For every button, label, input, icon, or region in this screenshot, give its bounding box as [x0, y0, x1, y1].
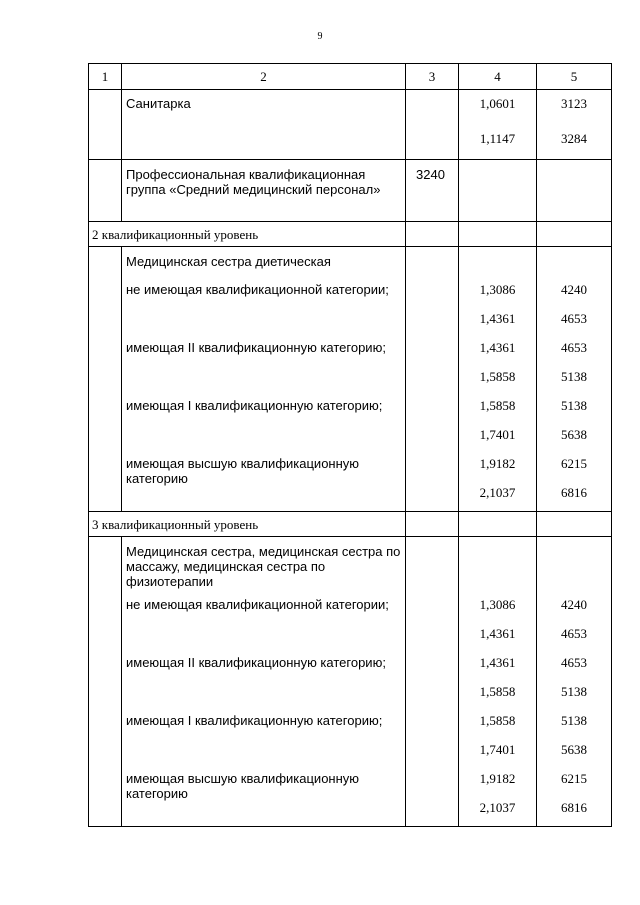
salary-value: 5638 [561, 427, 587, 442]
coef-value: 1,5858 [479, 713, 516, 728]
salary-value: 5138 [561, 684, 587, 699]
group-name: Профессиональная квалификационная группа «Средний медицинский персонал» [122, 160, 406, 222]
coef-value: 1,5858 [479, 684, 516, 699]
header-row [89, 64, 612, 90]
table-row-level-content [89, 537, 612, 827]
coef-value: 1,7401 [479, 742, 516, 757]
coef-value: 2,1037 [479, 800, 516, 815]
coef-value: 1,7401 [479, 427, 516, 442]
coef-value: 2,1037 [479, 485, 516, 500]
table-row-sanitarka [89, 90, 612, 160]
salary-value: 5138 [561, 713, 587, 728]
category-name: имеющая высшую квалификационную категорию [126, 456, 360, 486]
header-col-2: 2 [122, 64, 406, 90]
header-col-4: 4 [459, 64, 537, 90]
category-name: имеющая I квалификационную категорию; [126, 398, 383, 413]
category-name: имеющая II квалификационную категорию; [126, 340, 386, 355]
category-name: имеющая II квалификационную категорию; [126, 655, 386, 670]
category-name: не имеющая квалификационной категории; [126, 282, 389, 297]
salary-value: 5138 [561, 398, 587, 413]
category-name: имеющая I квалификационную категорию; [126, 713, 383, 728]
level-label: 3 квалификационный уровень [89, 512, 406, 537]
table-row-level [89, 222, 612, 247]
coef-value: 1,4361 [479, 311, 516, 326]
coef-value: 1,9182 [479, 456, 516, 471]
salary-value: 4653 [561, 311, 587, 326]
category-name: не имеющая квалификационной категории; [126, 597, 389, 612]
salary-value: 6215 [561, 456, 587, 471]
level-label: 2 квалификационный уровень [89, 222, 406, 247]
position-name: Медицинская сестра диетическая [126, 254, 331, 269]
coef-value: 1,9182 [479, 771, 516, 786]
coef-value: 1,4361 [479, 626, 516, 641]
position-name: Санитарка [122, 90, 406, 160]
salary-value: 4653 [561, 626, 587, 641]
salary-value: 3123 [561, 96, 587, 111]
salary-value: 6215 [561, 771, 587, 786]
salary-table [88, 63, 612, 827]
page-number: 9 [317, 31, 323, 42]
position-name: Медицинская сестра, медицинская сестра по массажу, медицинская сестра по физиотерапии [126, 544, 401, 589]
salary-value: 4653 [561, 340, 587, 355]
coef-value: 1,4361 [479, 340, 516, 355]
salary-value: 5638 [561, 742, 587, 757]
coef-value: 1,3086 [479, 282, 516, 297]
coef-value: 1,4361 [479, 655, 516, 670]
salary-value: 4240 [561, 282, 587, 297]
table-row-level-content [89, 247, 612, 512]
salary-value: 3284 [561, 131, 587, 146]
header-col-1: 1 [89, 64, 122, 90]
salary-value: 4240 [561, 597, 587, 612]
salary-value: 6816 [561, 485, 587, 500]
category-name: имеющая высшую квалификационную категорию [126, 771, 360, 801]
coef-value: 1,0601 [479, 96, 516, 111]
coef-value: 1,3086 [479, 597, 516, 612]
table-row-group [89, 160, 612, 222]
header-col-5: 5 [537, 64, 612, 90]
coef-value: 1,1147 [479, 131, 516, 146]
salary-value: 6816 [561, 800, 587, 815]
group-base-salary: 3240 [406, 160, 459, 222]
table-row-level [89, 512, 612, 537]
header-col-3: 3 [406, 64, 459, 90]
salary-value: 4653 [561, 655, 587, 670]
salary-value: 5138 [561, 369, 587, 384]
coef-value: 1,5858 [479, 369, 516, 384]
coef-value: 1,5858 [479, 398, 516, 413]
